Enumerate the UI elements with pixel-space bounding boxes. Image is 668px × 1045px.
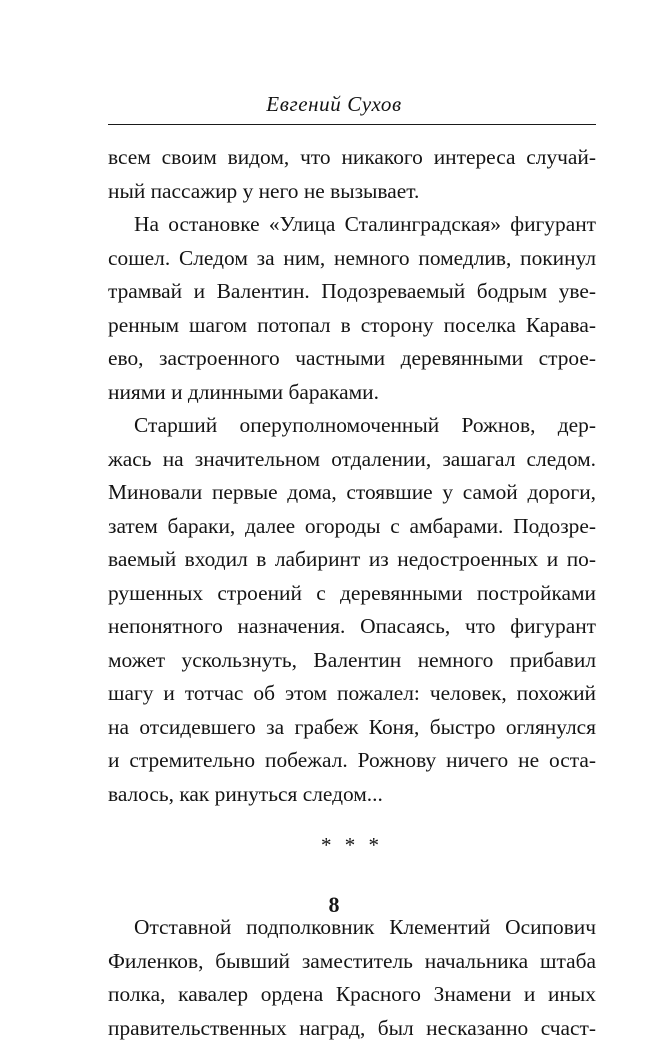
text-line: Миновали первые дома, стоявшие у самой дороги, — [108, 476, 596, 510]
header-rule — [108, 124, 596, 125]
text-line: затем бараки, далее огороды с амбарами. Подозре- — [108, 510, 596, 544]
text-line: Филенков, бывший заместитель начальника штаба — [108, 945, 596, 979]
section-separator: * * * — [108, 829, 596, 863]
text-line: Старший оперуполномоченный Рожнов, дер- — [108, 409, 596, 443]
text-line: трамвай и Валентин. Подозреваемый бодрым уве- — [108, 275, 596, 309]
text-line: ниями и длинными бараками. — [108, 376, 596, 410]
text-line: ево, застроенного частными деревянными строе- — [108, 342, 596, 376]
text-line: жась на значительном отдалении, зашагал следом. — [108, 443, 596, 477]
page-number: 8 — [0, 892, 668, 918]
text-line: ный пассажир у него не вызывает. — [108, 175, 596, 209]
text-line: на отсидевшего за грабеж Коня, быстро оглянулся — [108, 711, 596, 745]
text-line: На остановке «Улица Сталинградская» фигурант — [108, 208, 596, 242]
text-line: полка, кавалер ордена Красного Знамени и иных — [108, 978, 596, 1012]
text-line: непонятного назначения. Опасаясь, что фигурант — [108, 610, 596, 644]
text-line: ваемый входил в лабиринт из недостроенных и по- — [108, 543, 596, 577]
paragraph — [108, 409, 596, 811]
text-line: сошел. Следом за ним, немного помедлив, покинул — [108, 242, 596, 276]
running-header: Евгений Сухов — [0, 92, 668, 117]
paragraph — [108, 911, 596, 1045]
paragraph — [108, 208, 596, 409]
text-line: шагу и тотчас об этом пожалел: человек, похожий — [108, 677, 596, 711]
text-line: правительственных наград, был несказанно счаст- — [108, 1012, 596, 1045]
text-line: ренным шагом потопал в сторону поселка Карава- — [108, 309, 596, 343]
text-line: и стремительно побежал. Рожнову ничего не оста- — [108, 744, 596, 778]
text-line: может ускользнуть, Валентин немного прибавил — [108, 644, 596, 678]
paragraph — [108, 141, 596, 208]
text-line: рушенных строений с деревянными постройками — [108, 577, 596, 611]
text-line: всем своим видом, что никакого интереса случай- — [108, 141, 596, 175]
text-line: Отставной подполковник Клементий Осипович — [108, 911, 596, 945]
text-line: валось, как ринуться следом... — [108, 778, 596, 812]
